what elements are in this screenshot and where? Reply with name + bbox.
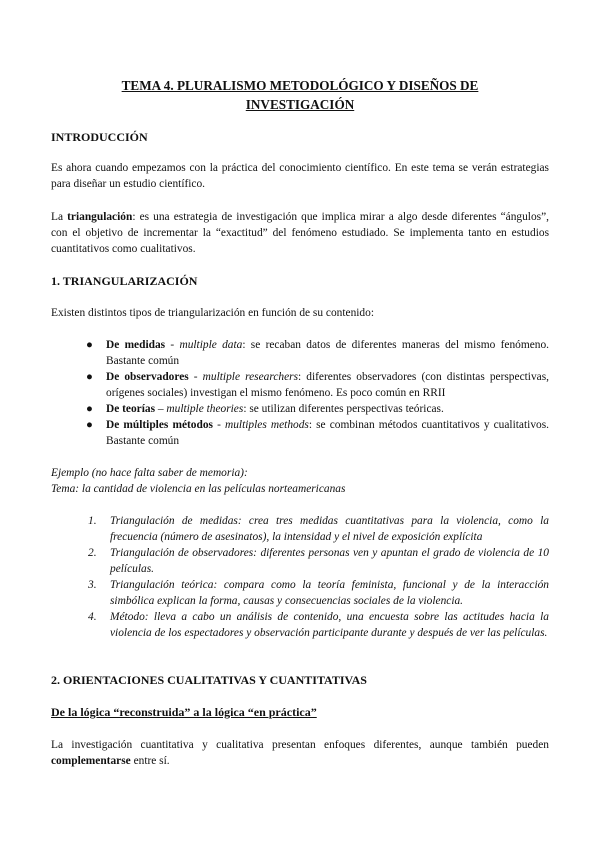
intro-paragraph-1: Es ahora cuando empezamos con la práctica del conocimiento científico. En este tema se verán estrategias para diseñar un estudio científico. — [51, 162, 549, 190]
list-item — [78, 369, 549, 401]
page-title — [90, 76, 510, 114]
triangulacion-term: triangulación — [67, 211, 133, 223]
list-item — [88, 577, 549, 609]
list-item — [88, 545, 549, 577]
p2-pre: La — [51, 211, 68, 223]
item-english: multiple data — [179, 339, 243, 351]
list-item — [78, 337, 549, 369]
section-2-subheading: De la lógica “reconstruida” a la lógica “en práctica” — [51, 705, 317, 719]
example-numbered-list — [88, 513, 549, 641]
section-2-heading: 2. ORIENTACIONES CUALITATIVAS Y CUANTITATIVAS — [51, 673, 367, 687]
item-sep: - — [188, 371, 203, 383]
example-block — [51, 465, 549, 497]
item-number: 3. — [88, 579, 97, 591]
item-term: De teorías — [106, 403, 156, 415]
list-item — [78, 401, 549, 417]
item-term: De múltiples métodos — [106, 419, 213, 431]
item-number: 1. — [88, 515, 97, 527]
item-text: Método: lleva a cabo un análisis de contenido, una encuesta sobre las actitudes hacia la violencia de los espectadores y observación participante durante y después de ver las películas. — [110, 611, 549, 639]
complementarse-term: complementarse — [51, 755, 131, 767]
s2-pre: La investigación cuantitativa y cualitativa presentan enfoques diferentes, aunque también pueden — [51, 739, 549, 751]
bullet-icon: ● — [86, 403, 93, 415]
item-sep: - — [165, 339, 180, 351]
p2-post: : es una estrategia de investigación que implica mirar a algo desde diferentes “ángulos”, con el objetivo de incrementar la “exactitud” del fenómeno estudiado. Se implementa tanto en estudios cuantitativos como cualitativos. — [51, 211, 549, 255]
section-1-intro: Existen distintos tipos de triangularización en función de su contenido: — [51, 307, 374, 319]
title-line-2: INVESTIGACIÓN — [245, 97, 355, 112]
item-english: multiples methods — [224, 419, 309, 431]
bullet-icon: ● — [86, 339, 93, 351]
title-line-1: TEMA 4. PLURALISMO METODOLÓGICO Y DISEÑOS DE — [121, 78, 479, 93]
item-english: multiple researchers — [202, 371, 299, 383]
list-item — [78, 417, 549, 449]
item-number: 4. — [88, 611, 97, 623]
item-text: : se utilizan diferentes perspectivas teóricas. — [243, 403, 444, 415]
s2-post: entre sí. — [130, 755, 170, 767]
section-1-heading: 1. TRIANGULARIZACIÓN — [51, 274, 198, 288]
item-term: De observadores — [106, 371, 189, 383]
triangulation-types-list — [78, 337, 549, 449]
list-item — [88, 513, 549, 545]
item-text: Triangulación teórica: compara como la teoría feminista, funcional y de la interacción simbólica explican la forma, causas y consecuencias sociales de la violencia. — [110, 579, 549, 607]
bullet-icon: ● — [86, 419, 93, 431]
item-text: Triangulación de medidas: crea tres medidas cuantitativas para la violencia, como la frecuencia (número de asesinatos), la intensidad y el nivel de exposición explícita — [110, 515, 549, 543]
section-2-paragraph — [51, 737, 549, 769]
example-line-2: Tema: la cantidad de violencia en las películas norteamericanas — [51, 483, 346, 495]
intro-heading: INTRODUCCIÓN — [51, 130, 148, 144]
item-text: Triangulación de observadores: diferentes personas ven y apuntan el grado de violencia de 10 películas. — [110, 547, 549, 575]
item-term: De medidas — [106, 339, 166, 351]
item-text: : se combinan métodos cuantitativos y cualitativos. Bastante común — [106, 419, 549, 447]
item-text: : se recaban datos de diferentes maneras del mismo fenómeno. Bastante común — [106, 339, 549, 367]
item-sep: - — [212, 419, 225, 431]
item-text: : diferentes observadores (con distintas perspectivas, orígenes sociales) investigan el mismo fenómeno. Es poco común en RRII — [106, 371, 549, 399]
intro-paragraph-2 — [51, 209, 549, 257]
example-line-1: Ejemplo (no hace falta saber de memoria): — [51, 467, 248, 479]
item-sep: – — [155, 403, 167, 415]
item-number: 2. — [88, 547, 97, 559]
bullet-icon: ● — [86, 371, 93, 383]
list-item — [88, 609, 549, 641]
item-english: multiple theories — [166, 403, 244, 415]
